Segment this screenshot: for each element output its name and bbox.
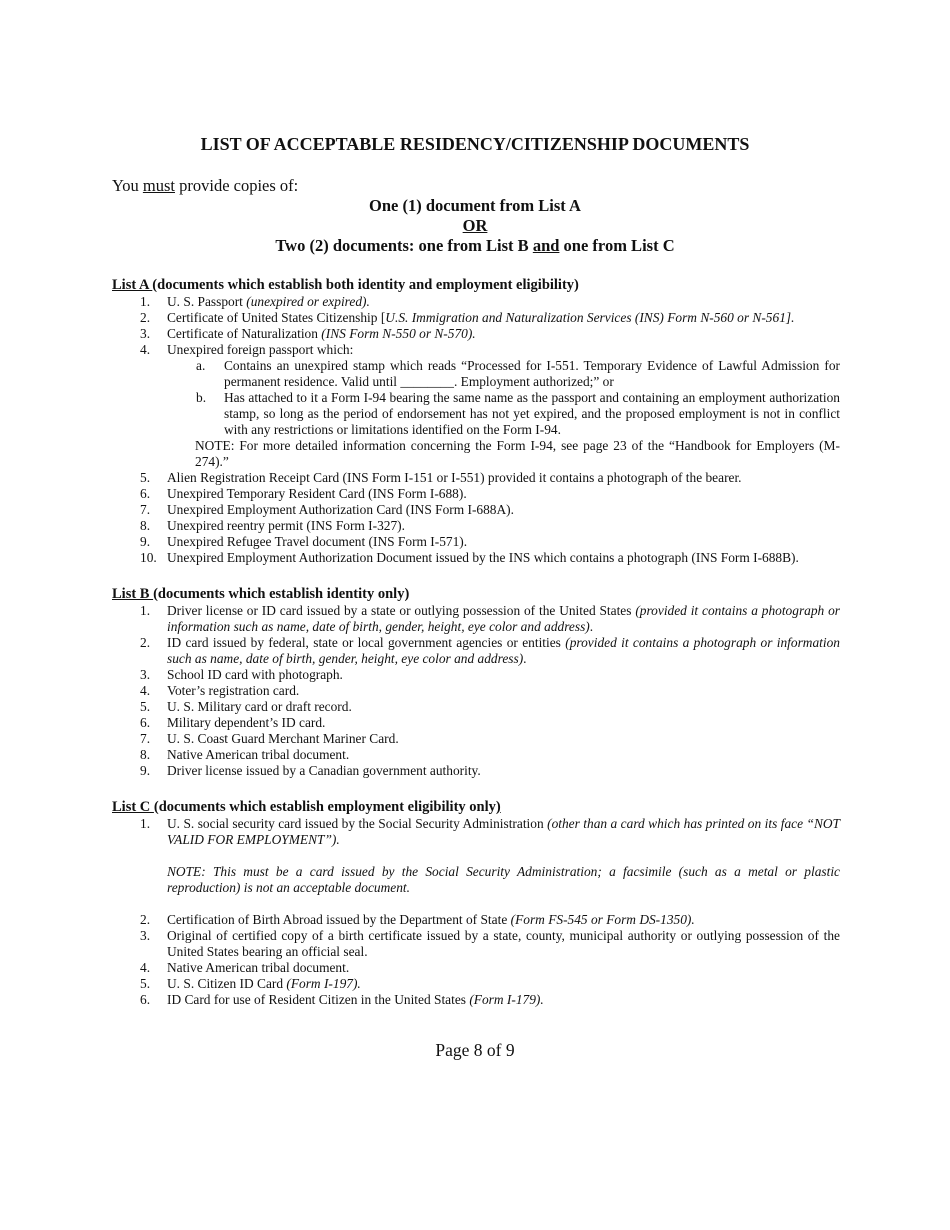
list-item-text: Unexpired Employment Authorization Card (INS Form I-688A). [167, 502, 514, 517]
list-b-section [112, 585, 840, 779]
list-item-number: 5. [140, 470, 151, 485]
list-item [112, 534, 840, 550]
list-item-note: (other than a card which has printed on its face “NOT VALID FOR EMPLOYMENT”). [167, 816, 840, 847]
list-item-text: U. S. social security card issued by the Social Security Administration [167, 816, 548, 831]
list-a-heading [112, 276, 840, 294]
list-a-section [112, 276, 840, 566]
choice-line-3-b: one from List C [559, 236, 675, 255]
list-item-number: 9. [140, 534, 151, 549]
list-item-text: Unexpired Refugee Travel document (INS Form I-571). [167, 534, 468, 549]
choice-and: and [532, 236, 560, 255]
list-item [112, 763, 840, 779]
list-item-number: 5. [140, 699, 151, 714]
list-item [112, 667, 840, 683]
list-item-text: U. S. Military card or draft record. [167, 699, 352, 714]
page-number: Page 8 of 9 [435, 1040, 515, 1060]
list-item-text: Certificate of Naturalization [167, 326, 322, 341]
list-item-text: Unexpired Temporary Resident Card (INS Form I-688). [167, 486, 467, 501]
choice-line-3 [0, 236, 950, 256]
list-item-number: 3. [140, 928, 151, 943]
list-item [112, 747, 840, 763]
choice-line-1: One (1) document from List A [369, 196, 581, 215]
sub-item-text: Contains an unexpired stamp which reads “Processed for I-551. Temporary Evidence of Lawful Admission for permanent residence. Valid until ________. Employment authorized;” or [224, 358, 840, 389]
list-item-number: 8. [140, 518, 151, 533]
list-item [112, 550, 840, 566]
list-item-number: 9. [140, 763, 151, 778]
list-item [112, 502, 840, 518]
list-item-text: Voter’s registration card. [167, 683, 300, 698]
list-item-text: Certification of Birth Abroad issued by the Department of State [167, 912, 511, 927]
list-item-text: Original of certified copy of a birth certificate issued by a state, county, municipal authority or outlying possession of the United States bearing an official seal. [167, 928, 840, 959]
list-item [112, 731, 840, 747]
list-item [112, 294, 840, 310]
list-item-note: (Form I-179). [469, 992, 544, 1007]
list-item-number: 10. [140, 550, 157, 565]
list-item-number: 1. [140, 603, 151, 618]
list-item-number: 8. [140, 747, 151, 762]
list-item-number: 1. [140, 294, 151, 309]
list-item-text: U. S. Citizen ID Card [167, 976, 287, 991]
list-item-text: ID card issued by federal, state or local government agencies or entities [167, 635, 566, 650]
list-c-items [112, 816, 840, 1008]
list-item [112, 912, 840, 928]
list-item [112, 486, 840, 502]
list-a-heading-desc: (documents which establish both identity and employment eligibility) [152, 277, 579, 293]
sub-list-item [112, 390, 840, 438]
choice-or: OR [462, 216, 488, 235]
list-item-number: 2. [140, 912, 151, 927]
list-item [112, 310, 840, 326]
list-item [112, 342, 840, 470]
list-item-number: 6. [140, 486, 151, 501]
list-c-note: NOTE: This must be a card issued by the Social Security Administration; a facsimile (such as a metal or plastic reproduction) is not an acceptable document. [167, 864, 840, 895]
list-b-items [112, 603, 840, 779]
list-item-note: U.S. Immigration and Naturalization Services (INS) Form N-560 or N-561]. [385, 310, 795, 325]
list-item-end: . [589, 619, 594, 634]
list-item [112, 699, 840, 715]
choice-line-3-a: Two (2) documents: one from List B [275, 236, 533, 255]
list-item [112, 992, 840, 1008]
document-choice [0, 196, 950, 256]
list-b-heading-desc: (documents which establish identity only) [153, 586, 410, 602]
list-item [112, 635, 840, 667]
intro-emphasis: must [142, 176, 175, 195]
list-item-text: Alien Registration Receipt Card (INS Form I-151 or I-551) provided it contains a photograph of the bearer. [167, 470, 742, 485]
list-item-note: (INS Form N-550 or N-570). [321, 326, 476, 341]
list-item [112, 518, 840, 534]
list-item-number: 6. [140, 992, 151, 1007]
list-item [112, 603, 840, 635]
list-item-text: Military dependent’s ID card. [167, 715, 326, 730]
sub-item-letter: b. [196, 390, 207, 405]
list-item-text: U. S. Passport [167, 294, 247, 309]
list-b-heading [112, 585, 840, 603]
list-b-heading-label: List B [112, 586, 154, 602]
list-item-number: 4. [140, 683, 151, 698]
intro-after: provide copies of: [174, 176, 299, 195]
list-item-number: 2. [140, 310, 151, 325]
list-item-text: School ID card with photograph. [167, 667, 343, 682]
list-item [112, 976, 840, 992]
list-item-number: 2. [140, 635, 151, 650]
sub-item-letter: a. [196, 358, 206, 373]
list-a-items [112, 294, 840, 566]
list-item-text: Driver license or ID card issued by a state or outlying possession of the United States [167, 603, 636, 618]
list-item [112, 470, 840, 486]
list-item-text: ID Card for use of Resident Citizen in the United States [167, 992, 470, 1007]
list-item [112, 816, 840, 896]
list-c-heading-label: List C [112, 799, 154, 815]
intro-line [112, 176, 298, 196]
list-item [112, 928, 840, 960]
list-a-note: NOTE: For more detailed information concerning the Form I-94, see page 23 of the “Handbook for Employers (M-274).” [195, 438, 840, 469]
page-title: LIST OF ACCEPTABLE RESIDENCY/CITIZENSHIP DOCUMENTS [200, 134, 750, 154]
intro-before: You [112, 176, 143, 195]
sub-list-item [112, 358, 840, 390]
list-item-number: 5. [140, 976, 151, 991]
list-item-note: (provided it contains a photograph or information such as name, date of birth, gender, height, eye color and address) [167, 603, 840, 634]
list-item-number: 4. [140, 960, 151, 975]
sub-item-text: Has attached to it a Form I-94 bearing the same name as the passport and containing an employment authorization stamp, so long as the period of endorsement has not yet expired, and the proposed employment is not in conflict with any restrictions or limitations identified on the Form I-94. [224, 390, 840, 437]
list-item-number: 3. [140, 326, 151, 341]
list-item-text: Native American tribal document. [167, 960, 350, 975]
list-item-number: 7. [140, 731, 151, 746]
list-item-text: Unexpired foreign passport which: [167, 342, 354, 357]
list-item-text: Driver license issued by a Canadian government authority. [167, 763, 481, 778]
list-item-text: Native American tribal document. [167, 747, 350, 762]
list-item-number: 3. [140, 667, 151, 682]
list-item-note: (unexpired or expired). [246, 294, 370, 309]
list-c-heading [112, 798, 840, 816]
list-item [112, 715, 840, 731]
list-c-heading-close: ) [495, 799, 501, 815]
list-item-text: Certificate of United States Citizenship [ [167, 310, 386, 325]
list-item-note: (provided it contains a photograph or information such as name, date of birth, gender, height, eye color and address) [167, 635, 840, 666]
list-a-sub-items [112, 358, 840, 438]
list-item [112, 960, 840, 976]
list-item-text: Unexpired reentry permit (INS Form I-327). [167, 518, 405, 533]
list-c-heading-desc: (documents which establish employment eligibility only [153, 799, 496, 815]
list-c-section [112, 798, 840, 1008]
list-item-number: 7. [140, 502, 151, 517]
list-a-heading-label: List A [112, 277, 153, 293]
list-item-number: 4. [140, 342, 151, 357]
list-item-text: U. S. Coast Guard Merchant Mariner Card. [167, 731, 399, 746]
list-item [112, 326, 840, 342]
list-item-end: . [523, 651, 527, 666]
list-item-number: 1. [140, 816, 151, 831]
list-item-number: 6. [140, 715, 151, 730]
list-item-note: (Form FS-545 or Form DS-1350). [510, 912, 695, 927]
list-item-note: (Form I-197). [286, 976, 361, 991]
list-item [112, 683, 840, 699]
list-item-text: Unexpired Employment Authorization Document issued by the INS which contains a photograph (INS Form I-688B). [167, 550, 799, 565]
